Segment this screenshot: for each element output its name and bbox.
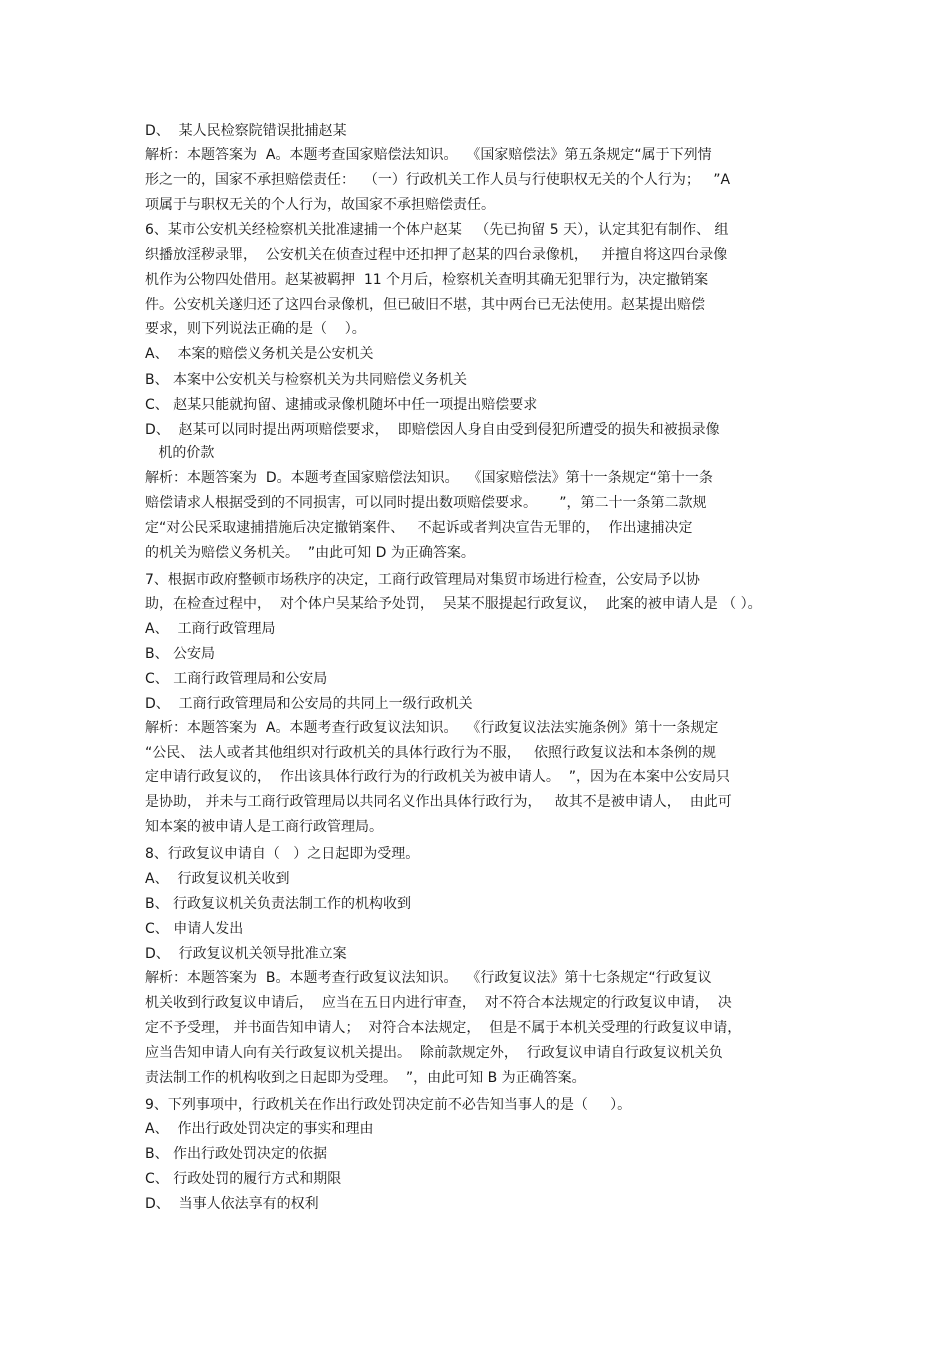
text-line: 是协助， 并未与工商行政管理局以共同名义作出具体行政行为， 故其不是被申请人， 由此可 bbox=[145, 794, 732, 810]
text-line: D、 行政复议机关领导批准立案 bbox=[145, 946, 347, 962]
text-line: C、 工商行政管理局和公安局 bbox=[145, 671, 328, 687]
text-line: A、 工商行政管理局 bbox=[145, 621, 276, 637]
text-line: C、 申请人发出 bbox=[145, 921, 244, 937]
text-line: B、 行政复议机关负责法制工作的机构收到 bbox=[145, 896, 412, 912]
text-line: C、 赵某只能就拘留、逮捕或录像机随坏中任一项提出赔偿要求 bbox=[145, 397, 538, 413]
text-line: D、 赵某可以同时提出两项赔偿要求， 即赔偿因人身自由受到侵犯所遭受的损失和被损录像 bbox=[145, 422, 720, 438]
text-line: 责法制工作的机构收到之日起即为受理。 ”，由此可知 B 为正确答案。 bbox=[145, 1070, 586, 1086]
text-line: 7、根据市政府整顿市场秩序的决定，工商行政管理局对集贸市场进行检查，公安局予以协 bbox=[145, 572, 700, 588]
text-line: 解析：本题答案为 A。本题考查行政复议法知识。 《行政复议法法实施条例》第十一条规定 bbox=[145, 720, 719, 736]
text-line: 项属于与职权无关的个人行为，故国家不承担赔偿责任。 bbox=[145, 197, 495, 213]
text-line: 解析：本题答案为 D。本题考查国家赔偿法知识。 《国家赔偿法》第十一条规定“第十一条 bbox=[145, 470, 713, 486]
text-line: 助，在检查过程中， 对个体户吴某给予处罚， 吴某不服提起行政复议， 此案的被申请人是 （ ）。 bbox=[145, 596, 762, 612]
text-line: 定申请行政复议的， 作出该具体行政行为的行政机关为被申请人。 ”，因为在本案中公安局只 bbox=[145, 769, 731, 785]
text-line: 的机关为赔偿义务机关。 ”由此可知 D 为正确答案。 bbox=[145, 545, 475, 561]
text-line: 要求，则下列说法正确的是（ ）。 bbox=[145, 321, 366, 337]
text-line: “公民、 法人或者其他组织对行政机关的具体行政行为不服， 依照行政复议法和本条例的规 bbox=[145, 745, 717, 761]
text-line: C、 行政处罚的履行方式和期限 bbox=[145, 1171, 342, 1187]
text-line: 机的价款 bbox=[145, 445, 215, 461]
text-line: 解析：本题答案为 A。本题考查国家赔偿法知识。 《国家赔偿法》第五条规定“属于下列情 bbox=[145, 147, 712, 163]
text-line: D、 当事人依法享有的权利 bbox=[145, 1196, 319, 1212]
text-line: A、 作出行政处罚决定的事实和理由 bbox=[145, 1121, 374, 1137]
text-line: 赔偿请求人根据受到的不同损害，可以同时提出数项赔偿要求。 ”，第二十一条第二款规 bbox=[145, 495, 707, 511]
text-line: B、 本案中公安机关与检察机关为共同赔偿义务机关 bbox=[145, 372, 468, 388]
text-line: 解析：本题答案为 B。本题考查行政复议法知识。 《行政复议法》第十七条规定“行政复议 bbox=[145, 970, 712, 986]
text-line: A、 本案的赔偿义务机关是公安机关 bbox=[145, 346, 374, 362]
text-line: D、 某人民检察院错误批捕赵某 bbox=[145, 123, 347, 139]
text-line: 件。公安机关遂归还了这四台录像机，但已破旧不堪，其中两台已无法使用。赵某提出赔偿 bbox=[145, 297, 705, 313]
text-line: 定“对公民采取逮捕措施后决定撤销案件、 不起诉或者判决宣告无罪的， 作出逮捕决定 bbox=[145, 520, 693, 536]
text-line: 6、某市公安机关经检察机关批准逮捕一个体户赵某 （先已拘留 5 天），认定其犯有制作、 组 bbox=[145, 222, 729, 238]
text-line: 应当告知申请人向有关行政复议机关提出。 除前款规定外， 行政复议申请自行政复议机关负 bbox=[145, 1045, 723, 1061]
text-line: 机作为公物四处借用。赵某被羁押 11 个月后，检察机关查明其确无犯罪行为，决定撤销案 bbox=[145, 272, 709, 288]
text-line: 知本案的被申请人是工商行政管理局。 bbox=[145, 819, 383, 835]
text-line: B、 公安局 bbox=[145, 646, 216, 662]
text-line: 织播放淫秽录罪， 公安机关在侦查过程中还扣押了赵某的四台录像机， 并擅自将这四台录像 bbox=[145, 247, 728, 263]
text-line: 9、下列事项中，行政机关在作出行政处罚决定前不必告知当事人的是（ ）。 bbox=[145, 1097, 632, 1113]
text-line: 8、行政复议申请自（ ）之日起即为受理。 bbox=[145, 846, 420, 862]
text-line: A、 行政复议机关收到 bbox=[145, 871, 290, 887]
text-line: 机关收到行政复议申请后， 应当在五日内进行审查， 对不符合本法规定的行政复议申请， 决 bbox=[145, 995, 732, 1011]
text-line: 定不予受理， 并书面告知申请人； 对符合本法规定， 但是不属于本机关受理的行政复议申请， bbox=[145, 1020, 742, 1036]
text-line: D、 工商行政管理局和公安局的共同上一级行政机关 bbox=[145, 696, 473, 712]
text-line: 形之一的，国家不承担赔偿责任： （一）行政机关工作人员与行使职权无关的个人行为； ”A bbox=[145, 172, 731, 188]
text-line: B、 作出行政处罚决定的依据 bbox=[145, 1146, 328, 1162]
